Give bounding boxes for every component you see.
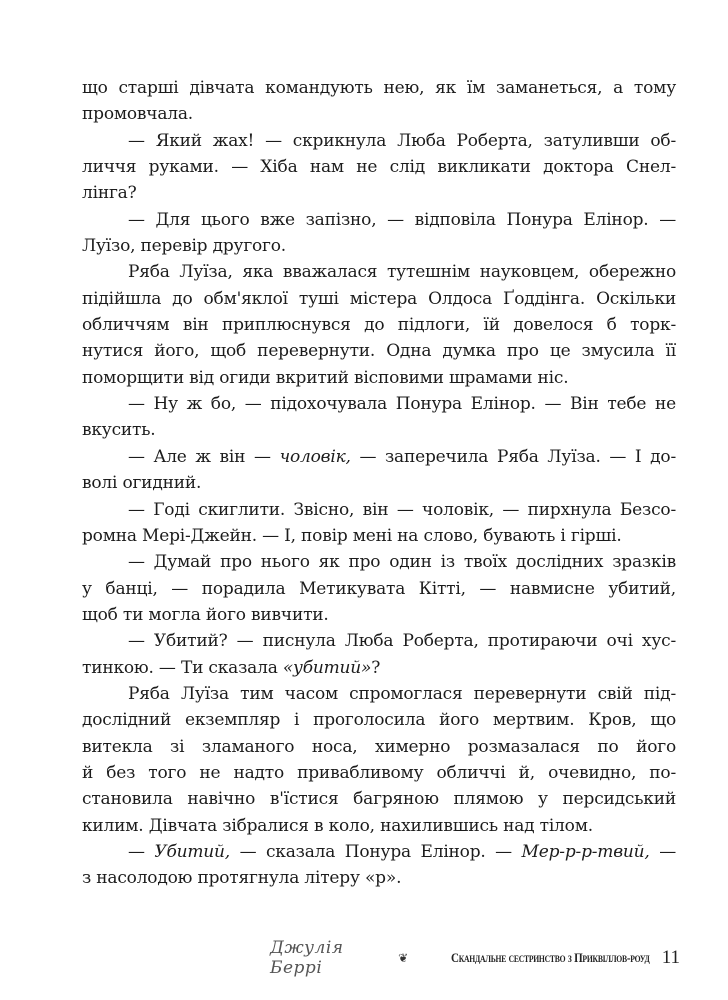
text-segment: вкусить. <box>82 420 156 441</box>
text-segment: волі огидний. <box>82 473 202 494</box>
text-line <box>82 760 676 786</box>
text-line <box>82 417 676 443</box>
text-segment: обличчям він приплюснувся до підлоги, їй довелося б торк- <box>82 315 676 336</box>
text-segment: — Убитий? — писнула Люба Роберта, протираючи очі хус- <box>128 631 676 652</box>
paragraph <box>82 444 676 497</box>
italic-text: «убитий» <box>282 657 372 678</box>
text-line <box>82 655 676 681</box>
text-segment: нутися його, щоб перевернути. Одна думка про це змусила її <box>82 341 676 362</box>
text-segment: тинкою. — Ти сказала <box>82 657 283 678</box>
text-line <box>82 602 676 628</box>
text-line <box>82 813 676 839</box>
text-segment: — Думай про нього як про один із твоїх дослідних зразків <box>128 552 676 573</box>
text-line <box>82 628 676 654</box>
italic-text: Убитий, <box>154 841 231 862</box>
text-line <box>82 286 676 312</box>
italic-text: чоловік, <box>279 446 351 467</box>
paragraph <box>82 128 676 207</box>
text-line <box>82 470 676 496</box>
paragraph <box>82 497 676 550</box>
text-line <box>82 681 676 707</box>
footer-book-title: Скандальне сестринство з Приквіллов-роуд <box>451 950 650 965</box>
text-line <box>82 865 676 891</box>
text-segment: поморщити від огиди вкритий вісповими шрамами ніс. <box>82 367 569 388</box>
text-segment: личчя руками. — Хіба нам не слід викликати доктора Снел- <box>82 157 676 178</box>
text-segment: — Але ж він — <box>128 446 280 467</box>
text-segment: — Ну ж бо, — підохочувала Понура Елінор. — Він тебе не <box>128 394 676 415</box>
text-line <box>82 444 676 470</box>
text-segment: з насолодою протягнула літеру «р». <box>82 868 402 889</box>
paragraph <box>82 207 676 260</box>
paragraph <box>82 681 676 839</box>
paragraph <box>82 628 676 681</box>
text-line <box>82 497 676 523</box>
text-segment: щоб ти могла його вивчити. <box>82 604 329 625</box>
text-line <box>82 128 676 154</box>
text-line <box>82 233 676 259</box>
paragraph <box>82 549 676 628</box>
text-line <box>82 839 676 865</box>
text-segment: — заперечила Ряба Луїза. — І до- <box>350 446 677 467</box>
text-segment: — <box>649 841 676 862</box>
text-line <box>82 786 676 812</box>
text-line <box>82 101 676 127</box>
page-body-text <box>82 75 676 892</box>
text-line <box>82 734 676 760</box>
paragraph <box>82 259 676 391</box>
text-segment: промовчала. <box>82 104 193 125</box>
text-segment: у банці, — порадила Метикувата Кітті, — навмисне убитий, <box>82 578 676 599</box>
text-segment: — Для цього вже запізно, — відповіла Понура Елінор. — <box>128 209 676 230</box>
text-segment: — сказала Понура Елінор. — <box>230 841 522 862</box>
text-segment: підійшла до обм'яклої туші містера Олдоса Ґоддінга. Оскільки <box>82 288 676 309</box>
text-line <box>82 707 676 733</box>
text-line <box>82 75 676 101</box>
ornament-icon: ❦ <box>398 950 409 965</box>
text-segment: лінга? <box>82 183 137 204</box>
text-segment: — Який жах! — скрикнула Люба Роберта, затуливши об- <box>128 130 676 151</box>
text-segment: Луїзо, перевір другого. <box>82 236 287 257</box>
text-segment: — Годі скиглити. Звісно, він — чоловік, — пирхнула Безсо- <box>128 499 676 520</box>
footer-author: Джулія Беррі <box>270 938 344 978</box>
text-line <box>82 576 676 602</box>
text-line <box>82 523 676 549</box>
text-segment: ромна Мері-Джейн. — І, повір мені на слово, бувають і гірші. <box>82 525 622 546</box>
text-segment: й без того не надто привабливому обличчі й, очевидно, по- <box>82 762 676 783</box>
text-line <box>82 312 676 338</box>
page-number: 11 <box>661 947 680 968</box>
paragraph <box>82 75 676 128</box>
text-line <box>82 180 676 206</box>
text-segment: дослідний екземпляр і проголосила його мертвим. Кров, що <box>82 710 676 731</box>
text-line <box>82 338 676 364</box>
text-segment: становила навічно в'їстися багряною плямою у персидський <box>82 789 676 810</box>
text-segment: — <box>128 841 155 862</box>
paragraph <box>82 839 676 892</box>
text-segment: витекла зі зламаного носа, химерно розмазалася по його <box>82 736 676 757</box>
running-footer <box>270 938 680 978</box>
text-line <box>82 365 676 391</box>
text-line <box>82 549 676 575</box>
text-line <box>82 259 676 285</box>
text-segment: Ряба Луїза тим часом спромоглася перевернути свій під- <box>128 683 676 704</box>
text-segment: килим. Дівчата зібралися в коло, нахилившись над тілом. <box>82 815 593 836</box>
text-segment: Ряба Луїза, яка вважалася тутешнім науковцем, обережно <box>128 262 676 283</box>
paragraph <box>82 391 676 444</box>
text-line <box>82 207 676 233</box>
text-line <box>82 154 676 180</box>
text-segment: ? <box>371 657 381 678</box>
text-segment: що старші дівчата командують нею, як їм заманеться, а тому <box>82 78 676 98</box>
text-line <box>82 391 676 417</box>
italic-text: Мер-р-р-твий, <box>521 841 650 862</box>
